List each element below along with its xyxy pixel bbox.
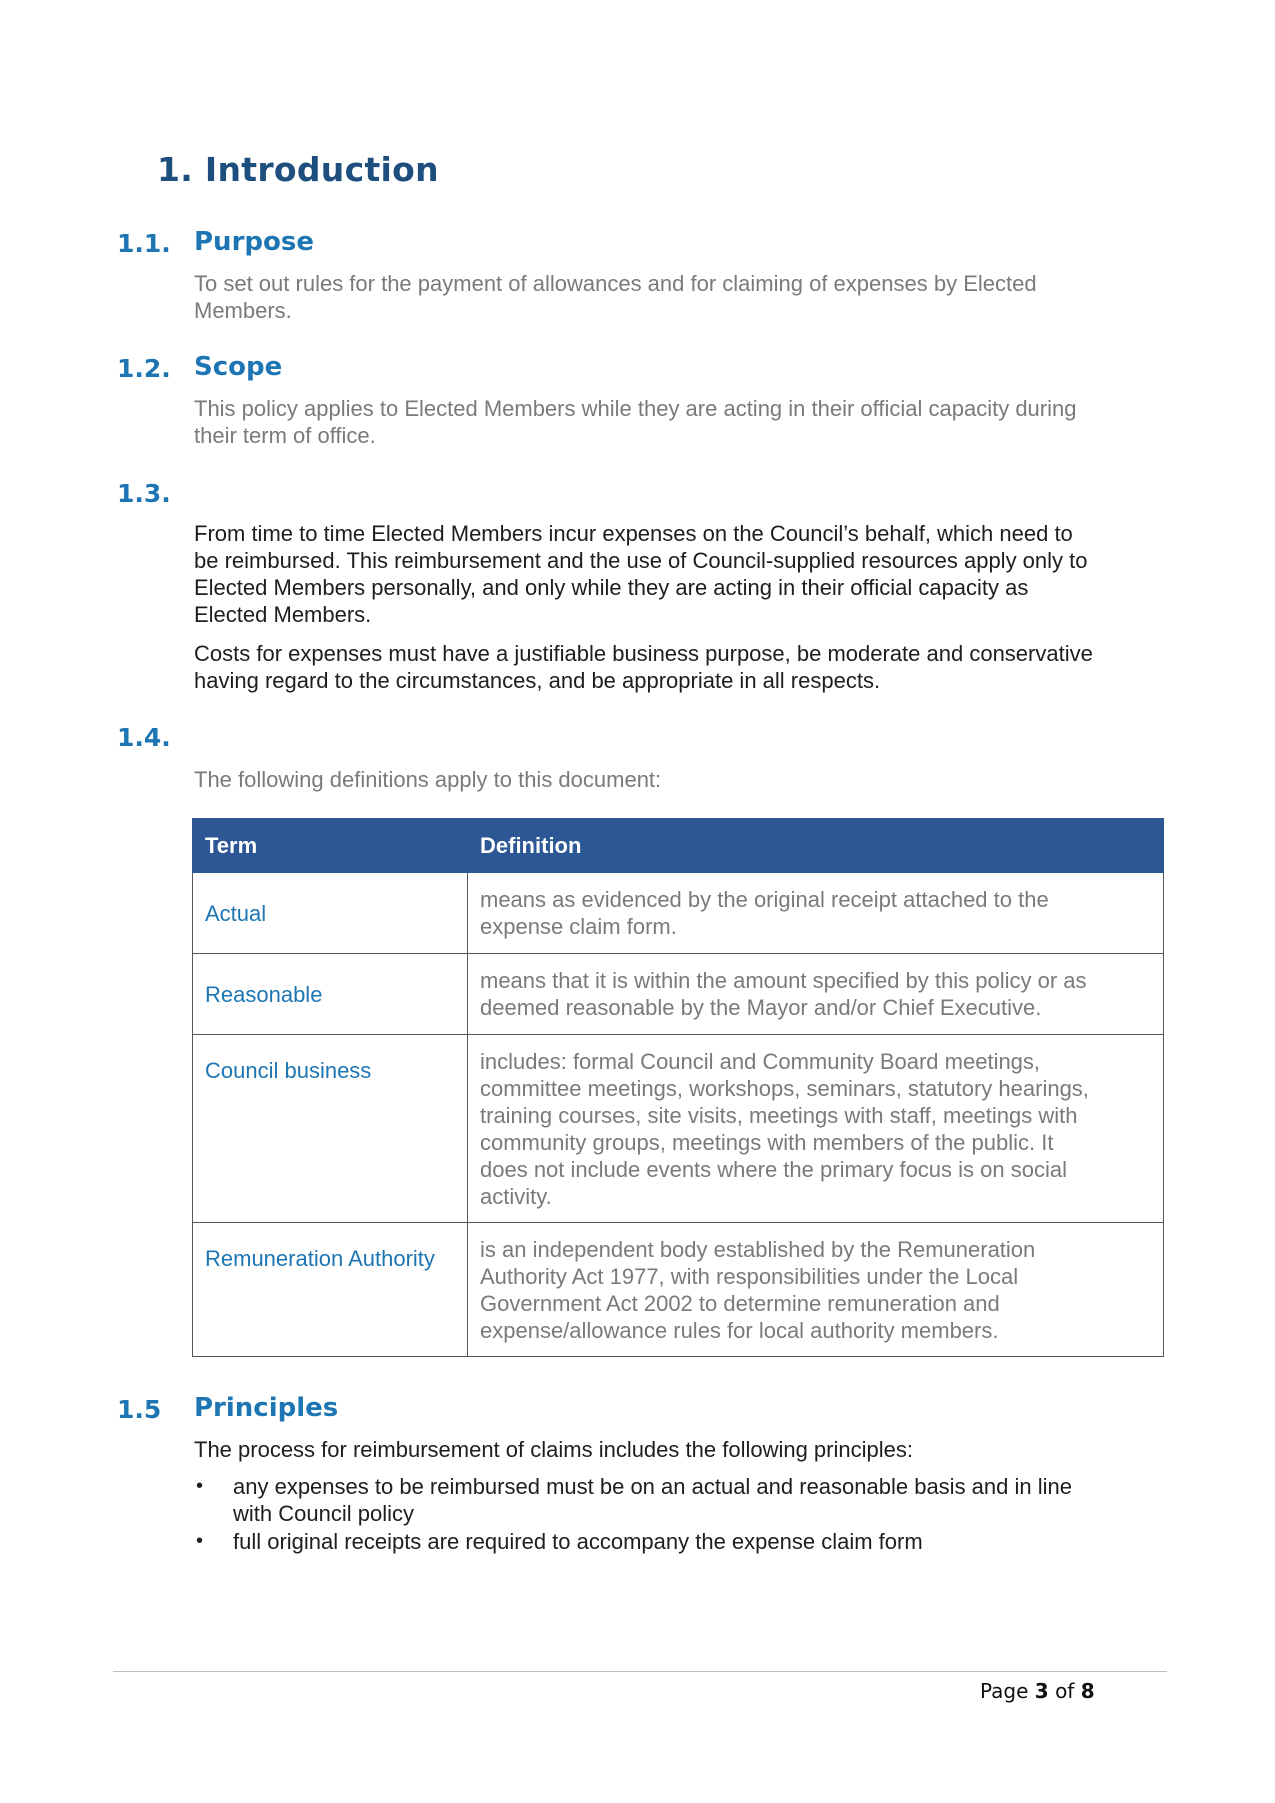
text-line: does not include events where the primary focus is on social [480, 1157, 1067, 1182]
text-line: Elected Members. [194, 602, 372, 627]
bullet-icon: • [196, 1530, 204, 1552]
definition-cell [468, 954, 1164, 1035]
definitions-intro: The following definitions apply to this document: [194, 767, 662, 792]
text-line: their term of office. [194, 423, 376, 448]
text-line: committee meetings, workshops, seminars, statutory hearings, [480, 1076, 1089, 1101]
section-1-3-paragraph-1 [194, 520, 1174, 628]
principles-intro: The process for reimbursement of claims includes the following principles: [194, 1437, 913, 1462]
term-cell: Actual [193, 873, 468, 954]
section-number-scope: 1.2. [117, 354, 171, 383]
purpose-paragraph [194, 270, 1174, 324]
footer-divider [113, 1671, 1167, 1672]
term-cell: Reasonable [193, 954, 468, 1035]
text-line: Government Act 2002 to determine remuneration and [480, 1291, 1000, 1316]
text-line: means that it is within the amount specified by this policy or as [480, 968, 1087, 993]
page-word: Page [980, 1679, 1029, 1703]
text-line: with Council policy [233, 1501, 414, 1526]
section-number-1-3: 1.3. [117, 479, 171, 508]
text-line: From time to time Elected Members incur expenses on the Council’s behalf, which need to [194, 521, 1073, 546]
list-item [194, 1528, 1154, 1555]
text-line: expense claim form. [480, 914, 677, 939]
text-line: Authority Act 1977, with responsibilities under the Local [480, 1264, 1019, 1289]
current-page: 3 [1034, 1679, 1049, 1703]
section-number-1-4: 1.4. [117, 723, 171, 752]
definition-cell [468, 873, 1164, 954]
term-cell: Council business [193, 1035, 468, 1223]
bullet-icon: • [196, 1475, 204, 1497]
table-row [193, 1035, 1164, 1223]
page-title: 1. Introduction [157, 150, 439, 189]
table-row [193, 873, 1164, 954]
text-line: community groups, meetings with members of the public. It [480, 1130, 1054, 1155]
definition-cell [468, 1223, 1164, 1357]
text-line: means as evidenced by the original receipt attached to the [480, 887, 1049, 912]
text-line: Elected Members personally, and only while they are acting in their official capacity as [194, 575, 1029, 600]
section-number-principles: 1.5 [117, 1395, 162, 1424]
table-row [193, 954, 1164, 1035]
term-cell: Remuneration Authority [193, 1223, 468, 1357]
of-word: of [1055, 1679, 1075, 1703]
text-line: deemed reasonable by the Mayor and/or Chief Executive. [480, 995, 1042, 1020]
text-line: is an independent body established by the Remuneration [480, 1237, 1036, 1262]
page-number [980, 1679, 1095, 1703]
text-line: includes: formal Council and Community Board meetings, [480, 1049, 1041, 1074]
section-number-purpose: 1.1. [117, 229, 171, 258]
scope-paragraph [194, 395, 1174, 449]
list-item [194, 1473, 1154, 1527]
section-title-scope: Scope [194, 352, 283, 382]
table-row [193, 1223, 1164, 1357]
text-line: having regard to the circumstances, and be appropriate in all respects. [194, 668, 881, 693]
section-title-principles: Principles [194, 1393, 339, 1423]
principles-list [194, 1473, 1154, 1556]
text-line: training courses, site visits, meetings with staff, meetings with [480, 1103, 1078, 1128]
definitions-table [192, 818, 1164, 1357]
text-line: be reimbursed. This reimbursement and the use of Council-supplied resources apply only to [194, 548, 1088, 573]
text-line: full original receipts are required to accompany the expense claim form [233, 1529, 923, 1554]
text-line: Members. [194, 298, 292, 323]
text-line: This policy applies to Elected Members while they are acting in their official capacity during [194, 396, 1077, 421]
total-pages: 8 [1080, 1679, 1095, 1703]
text-line: expense/allowance rules for local authority members. [480, 1318, 999, 1343]
definition-cell [468, 1035, 1164, 1223]
text-line: any expenses to be reimbursed must be on an actual and reasonable basis and in line [233, 1474, 1072, 1499]
section-title-purpose: Purpose [194, 227, 314, 257]
column-header-term: Term [193, 819, 468, 873]
text-line: Costs for expenses must have a justifiable business purpose, be moderate and conservative [194, 641, 1093, 666]
column-header-definition: Definition [468, 819, 1164, 873]
section-1-3-paragraph-2 [194, 640, 1174, 694]
table-header-row [193, 819, 1164, 873]
text-line: activity. [480, 1184, 552, 1209]
text-line: To set out rules for the payment of allowances and for claiming of expenses by Elected [194, 271, 1037, 296]
